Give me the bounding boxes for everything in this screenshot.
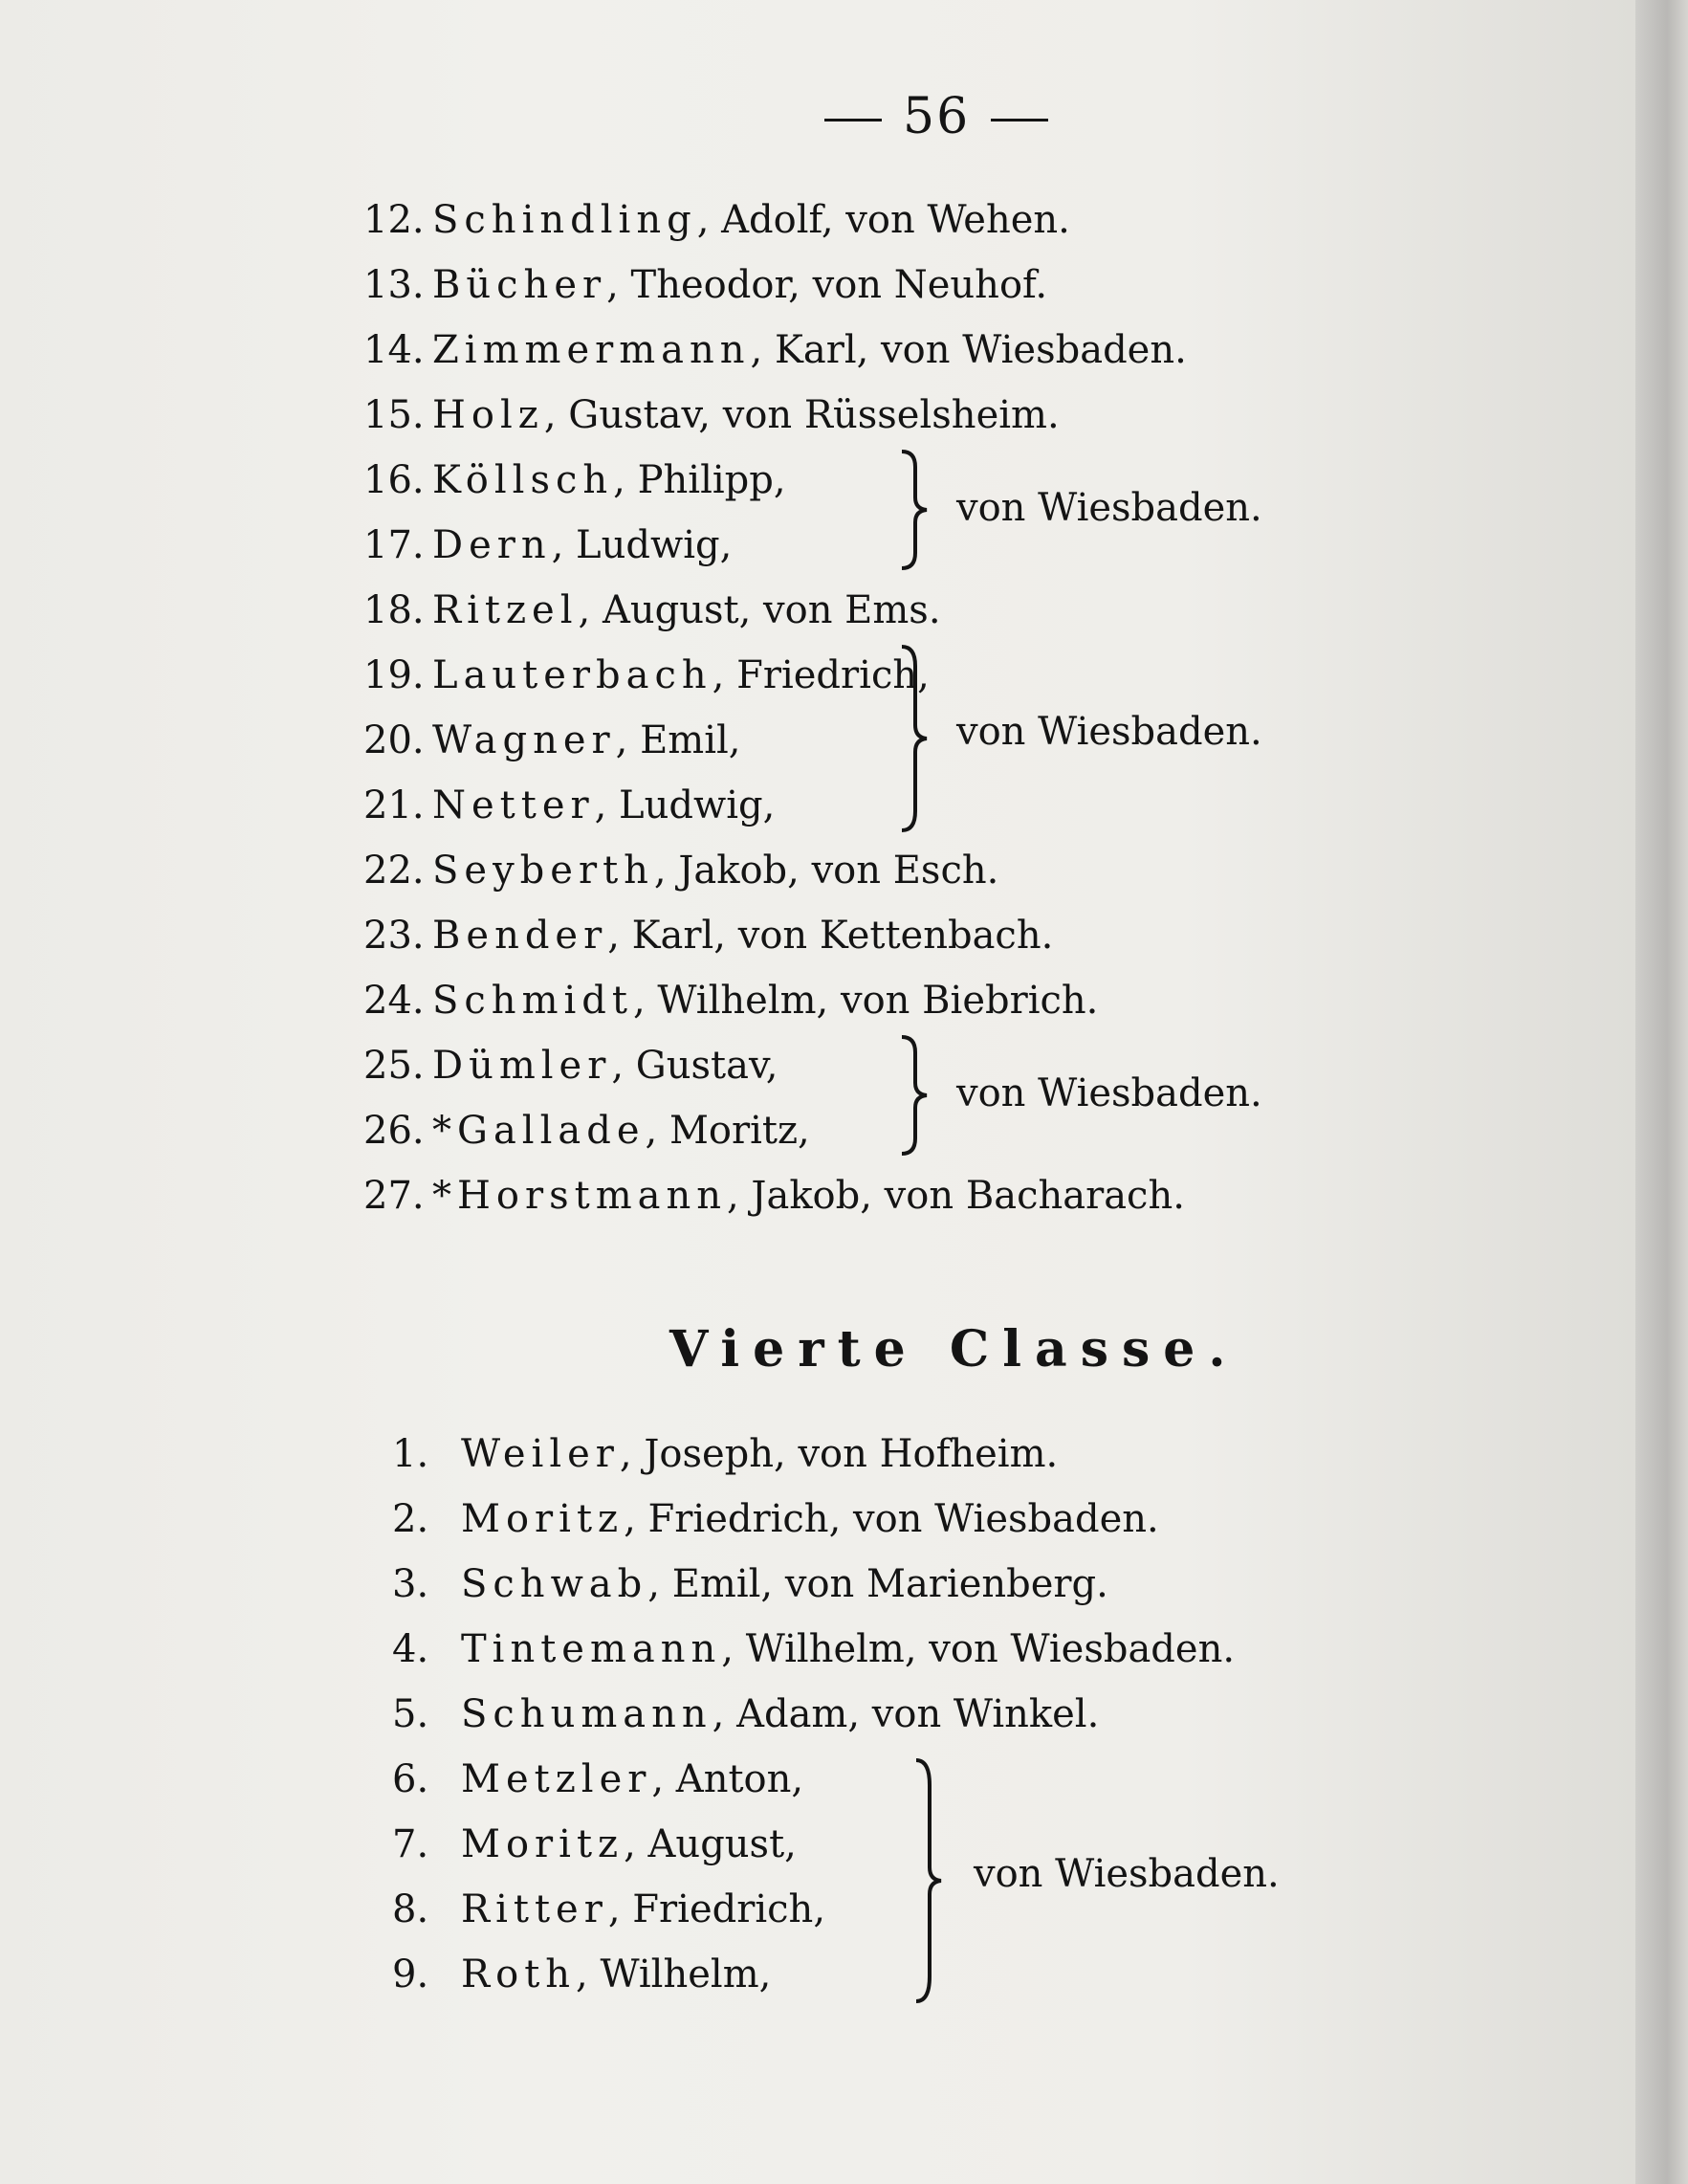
list-item: 13. Bücher, Theodor, von Neuhof. (363, 263, 1048, 307)
list-item: 16. Köllsch, Philipp, (363, 458, 786, 502)
list-item: 15. Holz, Gustav, von Rüsselsheim. (363, 393, 1060, 437)
list-item: 7. Moritz, August, (392, 1822, 797, 1866)
list-item: 1. Weiler, Joseph, von Hofheim. (392, 1432, 1059, 1476)
group-label: von Wiesbaden. (956, 486, 1262, 530)
brace-bracket (894, 1033, 932, 1158)
list-item: 17. Dern, Ludwig, (363, 523, 733, 567)
list-item: 22. Seyberth, Jakob, von Esch. (363, 849, 999, 893)
header-dash-right (991, 119, 1048, 121)
page-header (803, 88, 1069, 145)
brace-bracket (894, 643, 932, 834)
brace-bracket (909, 1756, 947, 2005)
page-number: 56 (903, 88, 971, 145)
header-dash-left (824, 119, 882, 121)
list-item: 6. Metzler, Anton, (392, 1757, 804, 1801)
list-item: 9. Roth, Wilhelm, (392, 1952, 772, 1996)
group-label: von Wiesbaden. (956, 1071, 1262, 1115)
list-item: 14. Zimmermann, Karl, von Wiesbaden. (363, 328, 1187, 372)
section-title: Vierte Classe. (669, 1320, 1239, 1379)
list-item: 21. Netter, Ludwig, (363, 783, 776, 827)
brace-bracket (894, 448, 932, 572)
list-item: 4. Tintemann, Wilhelm, von Wiesbaden. (392, 1627, 1236, 1671)
list-item: 12. Schindling, Adolf, von Wehen. (363, 198, 1070, 242)
list-item: 8. Ritter, Friedrich, (392, 1887, 826, 1931)
list-item: 26. *Gallade, Moritz, (363, 1109, 810, 1153)
list-item: 27. *Horstmann, Jakob, von Bacharach. (363, 1174, 1185, 1218)
list-item: 5. Schumann, Adam, von Winkel. (392, 1692, 1100, 1736)
page-edge (1635, 0, 1688, 2184)
group-label: von Wiesbaden. (956, 710, 1262, 754)
list-item: 18. Ritzel, August, von Ems. (363, 588, 941, 632)
group-label: von Wiesbaden. (974, 1852, 1280, 1896)
list-item: 23. Bender, Karl, von Kettenbach. (363, 914, 1054, 958)
list-item: 24. Schmidt, Wilhelm, von Biebrich. (363, 979, 1099, 1023)
list-item: 3. Schwab, Emil, von Marienberg. (392, 1562, 1108, 1606)
list-item: 25. Dümler, Gustav, (363, 1044, 778, 1088)
list-item: 2. Moritz, Friedrich, von Wiesbaden. (392, 1497, 1159, 1541)
list-item: 19. Lauterbach, Friedrich, (363, 653, 930, 697)
list-item: 20. Wagner, Emil, (363, 718, 741, 762)
